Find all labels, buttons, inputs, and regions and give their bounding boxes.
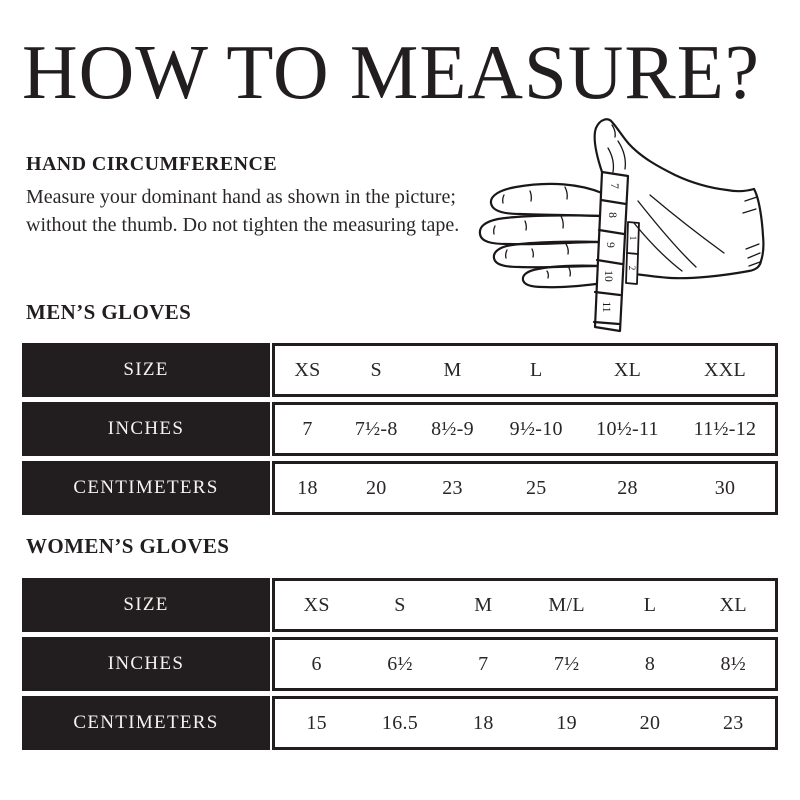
inches-value: 7	[478, 652, 489, 675]
centimeters-value: 23	[442, 476, 463, 499]
tape-back-number: 1	[628, 235, 638, 241]
size-value: M	[443, 358, 462, 381]
table-row-inches	[22, 402, 778, 456]
wrist-outline	[749, 189, 763, 271]
finger-crease	[530, 191, 531, 201]
middle-finger	[480, 215, 601, 244]
row-values	[272, 461, 778, 515]
size-value: XL	[613, 358, 642, 381]
centimeters-value: 20	[365, 476, 387, 499]
centimeters-value: 30	[714, 476, 736, 499]
finger-crease	[532, 249, 533, 257]
size-value: S	[394, 593, 406, 616]
size-value: L	[643, 593, 657, 616]
tape-number: 11	[600, 301, 612, 313]
inches-value: 6½	[387, 652, 413, 675]
table-row-centimeters	[22, 696, 778, 750]
size-value: XXL	[703, 358, 746, 381]
row-label: INCHES	[22, 402, 270, 456]
size-value: M	[474, 593, 493, 616]
row-values	[272, 696, 778, 750]
centimeters-value: 19	[556, 711, 577, 734]
inches-value: 7½-8	[354, 417, 398, 440]
index-finger	[491, 184, 602, 216]
table-row-inches	[22, 637, 778, 691]
thumb-crease	[618, 141, 625, 169]
size-value: XS	[303, 593, 330, 616]
tape-number: 8	[606, 212, 618, 218]
womens-size-table	[22, 578, 778, 755]
inches-value: 8½-9	[431, 417, 474, 440]
palm-crease	[638, 201, 696, 267]
mens-gloves-heading: MEN’S GLOVES	[26, 300, 192, 324]
thumb-crease	[608, 148, 613, 172]
fingertip-crease	[506, 250, 507, 258]
row-values	[272, 578, 778, 632]
fingertip-crease	[503, 195, 504, 203]
row-values	[272, 637, 778, 691]
pinky-finger	[523, 266, 599, 288]
centimeters-value: 16.5	[381, 711, 419, 734]
inches-value: 8	[644, 652, 656, 675]
centimeters-value: 18	[473, 711, 494, 734]
row-label: CENTIMETERS	[22, 696, 270, 750]
inches-value: 9½-10	[509, 417, 563, 440]
palm-bottom-outline	[628, 271, 749, 278]
size-value: L	[529, 358, 543, 381]
wrist-hatch	[746, 244, 759, 249]
page-title: HOW TO MEASURE?	[22, 29, 760, 115]
inches-value: 6	[311, 652, 322, 675]
size-value: S	[370, 358, 382, 381]
ring-finger	[494, 242, 600, 268]
womens-gloves-heading: WOMEN’S GLOVES	[26, 534, 230, 558]
table-row-centimeters	[22, 461, 778, 515]
knuckle-crease	[561, 216, 563, 228]
centimeters-value: 18	[297, 476, 318, 499]
inches-value: 7½	[553, 652, 580, 675]
row-label: INCHES	[22, 637, 270, 691]
row-values	[272, 402, 778, 456]
inches-value: 7	[302, 417, 313, 440]
measuring-instructions: Measure your dominant hand as shown in the picture; without the thumb. Do not tighten the measuring tape.	[26, 186, 460, 236]
fingertip-crease	[494, 226, 495, 234]
centimeters-value: 20	[639, 711, 661, 734]
inches-value: 10½-11	[596, 417, 659, 440]
wrist-hatch	[745, 197, 757, 201]
palm-crease	[650, 195, 724, 253]
centimeters-value: 23	[723, 711, 744, 734]
knuckle-crease	[569, 268, 570, 276]
inches-value: 11½-12	[693, 417, 757, 440]
table-row-size	[22, 343, 778, 397]
row-label: SIZE	[22, 343, 270, 397]
tape-back-number: 2	[627, 265, 637, 271]
centimeters-value: 28	[617, 476, 638, 499]
centimeters-value: 25	[525, 476, 547, 499]
finger-crease	[525, 221, 526, 230]
hand-circumference-heading: HAND CIRCUMFERENCE	[26, 153, 278, 175]
wrist-hatch	[743, 209, 756, 213]
row-values	[272, 343, 778, 397]
finger-crease	[547, 271, 548, 278]
centimeters-value: 15	[306, 711, 327, 734]
palm-crease	[634, 223, 682, 271]
table-row-size	[22, 578, 778, 632]
inches-value: 8½	[720, 652, 747, 675]
tape-number: 10	[602, 270, 614, 282]
tape-back-divider	[627, 253, 638, 254]
knuckle-crease	[565, 187, 567, 199]
tape-number: 7	[608, 183, 620, 189]
hand-with-tape-illustration	[462, 103, 792, 335]
knuckle-crease	[566, 244, 568, 254]
row-label: SIZE	[22, 578, 270, 632]
size-value: XL	[719, 593, 747, 616]
row-label: CENTIMETERS	[22, 461, 270, 515]
wrist-hatch	[748, 253, 760, 258]
mens-size-table	[22, 343, 778, 520]
size-value: XS	[294, 358, 321, 381]
tape-number: 9	[604, 242, 616, 248]
size-value: M/L	[548, 593, 585, 616]
